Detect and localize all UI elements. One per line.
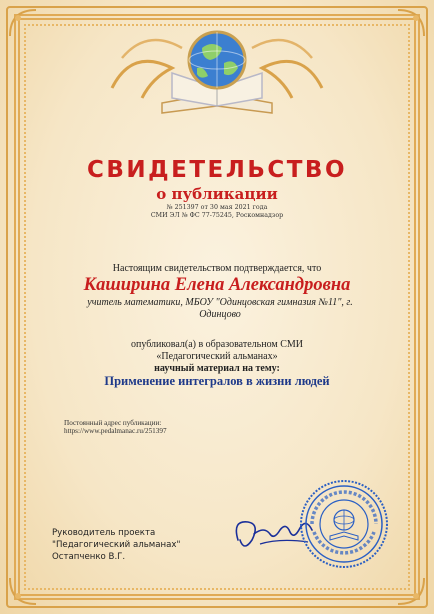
confirm-text: Настоящим свидетельством подтверждается, что [112, 263, 322, 274]
head-project: "Педагогический альманах" [52, 540, 181, 550]
position-line-2: Одинцово [199, 309, 241, 320]
certificate-subtitle: о публикации [156, 185, 278, 203]
corner-ornament-icon [396, 8, 426, 38]
address-url: https://www.pedalmanac.ru/251397 [64, 427, 167, 435]
position-line-1: учитель математики, МБОУ "Одинцовская гимназия №11", г. [87, 297, 353, 308]
corner-ornament-icon [8, 8, 38, 38]
certificate-number: № 251397 от 30 мая 2021 года [166, 204, 268, 211]
published-line-2: «Педагогический альманах» [156, 351, 278, 362]
published-line-1: опубликовал(а) в образовательном СМИ [131, 339, 303, 350]
head-name: Остапченко В.Г. [52, 552, 126, 562]
media-registration: СМИ ЭЛ № ФС 77-75245, Роскомнадзор [150, 212, 284, 219]
publication-topic: Применение интегралов в жизни людей [104, 374, 330, 388]
round-stamp-icon [298, 478, 390, 570]
recipient-position [70, 297, 370, 321]
globe-book-emblem-icon [102, 18, 332, 118]
recipient-name: Каширина Елена Александровна [83, 275, 351, 295]
corner-ornament-icon [8, 576, 38, 606]
address-label: Постоянный адрес публикации: [64, 419, 162, 427]
material-label: научный материал на тему: [154, 363, 280, 374]
corner-ornament-icon [396, 576, 426, 606]
certificate-title: СВИДЕТЕЛЬСТВО [86, 157, 348, 183]
head-title: Руководитель проекта [52, 528, 156, 538]
